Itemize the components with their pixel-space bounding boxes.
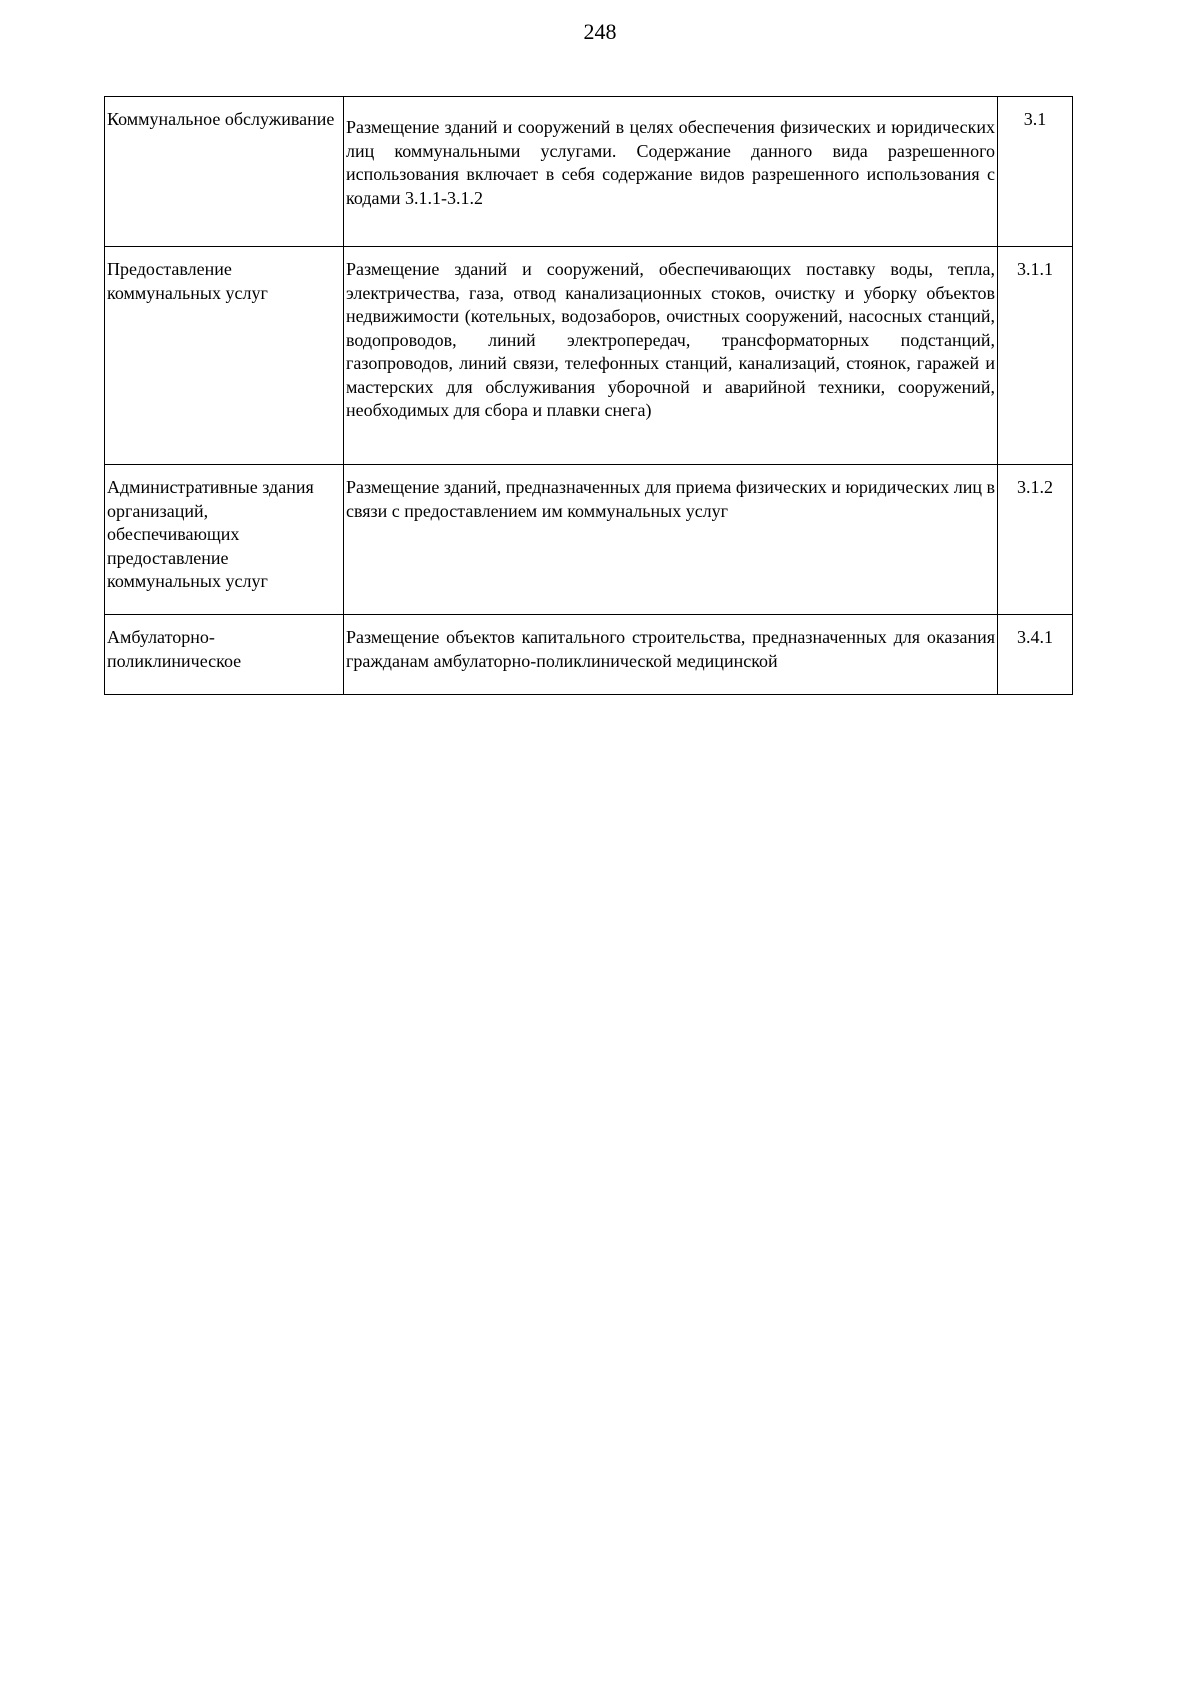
use-type-description: Размещение зданий и сооружений, обеспечивающих поставку воды, тепла, электричества, газа, отвод канализационных стоков, очистку и уборку объектов недвижимости (котельных, водозаборов, очистных сооружений, насосных станций, водопроводов, линий электропередач, трансформаторных подстанций, газопроводов, линий связи, телефонных станций, канализаций, стоянок, гаражей и мастерских для обслуживания уборочной и аварийной техники, сооружений, необходимых для сбора и плавки снега) [344, 247, 998, 465]
use-type-description: Размещение объектов капитального строительства, предназначенных для оказания гражданам амбулаторно-поликлинической медицинской [344, 615, 998, 695]
land-use-table [104, 96, 1073, 695]
use-type-name: Предоставление коммунальных услуг [105, 247, 344, 465]
use-type-name: Коммунальное обслуживание [105, 97, 344, 247]
page-number: 248 [583, 19, 617, 44]
use-type-description: Размещение зданий, предназначенных для приема физических и юридических лиц в связи с предоставлением им коммунальных услуг [344, 465, 998, 615]
use-type-code: 3.1.1 [998, 247, 1073, 465]
use-type-description: Размещение зданий и сооружений в целях обеспечения физических и юридических лиц коммунальными услугами. Содержание данного вида разрешенного использования включает в себя содержание видов разрешенного использования с кодами 3.1.1-3.1.2 [344, 97, 998, 247]
use-type-code: 3.4.1 [998, 615, 1073, 695]
use-type-name: Амбулаторно-поликлиническое [105, 615, 344, 695]
use-type-name: Административные здания организаций, обеспечивающих предоставление коммунальных услуг [105, 465, 344, 615]
use-type-code: 3.1 [998, 97, 1073, 247]
table-row [105, 615, 1073, 695]
table-row [105, 247, 1073, 465]
use-type-code: 3.1.2 [998, 465, 1073, 615]
table-row [105, 97, 1073, 247]
table-row [105, 465, 1073, 615]
